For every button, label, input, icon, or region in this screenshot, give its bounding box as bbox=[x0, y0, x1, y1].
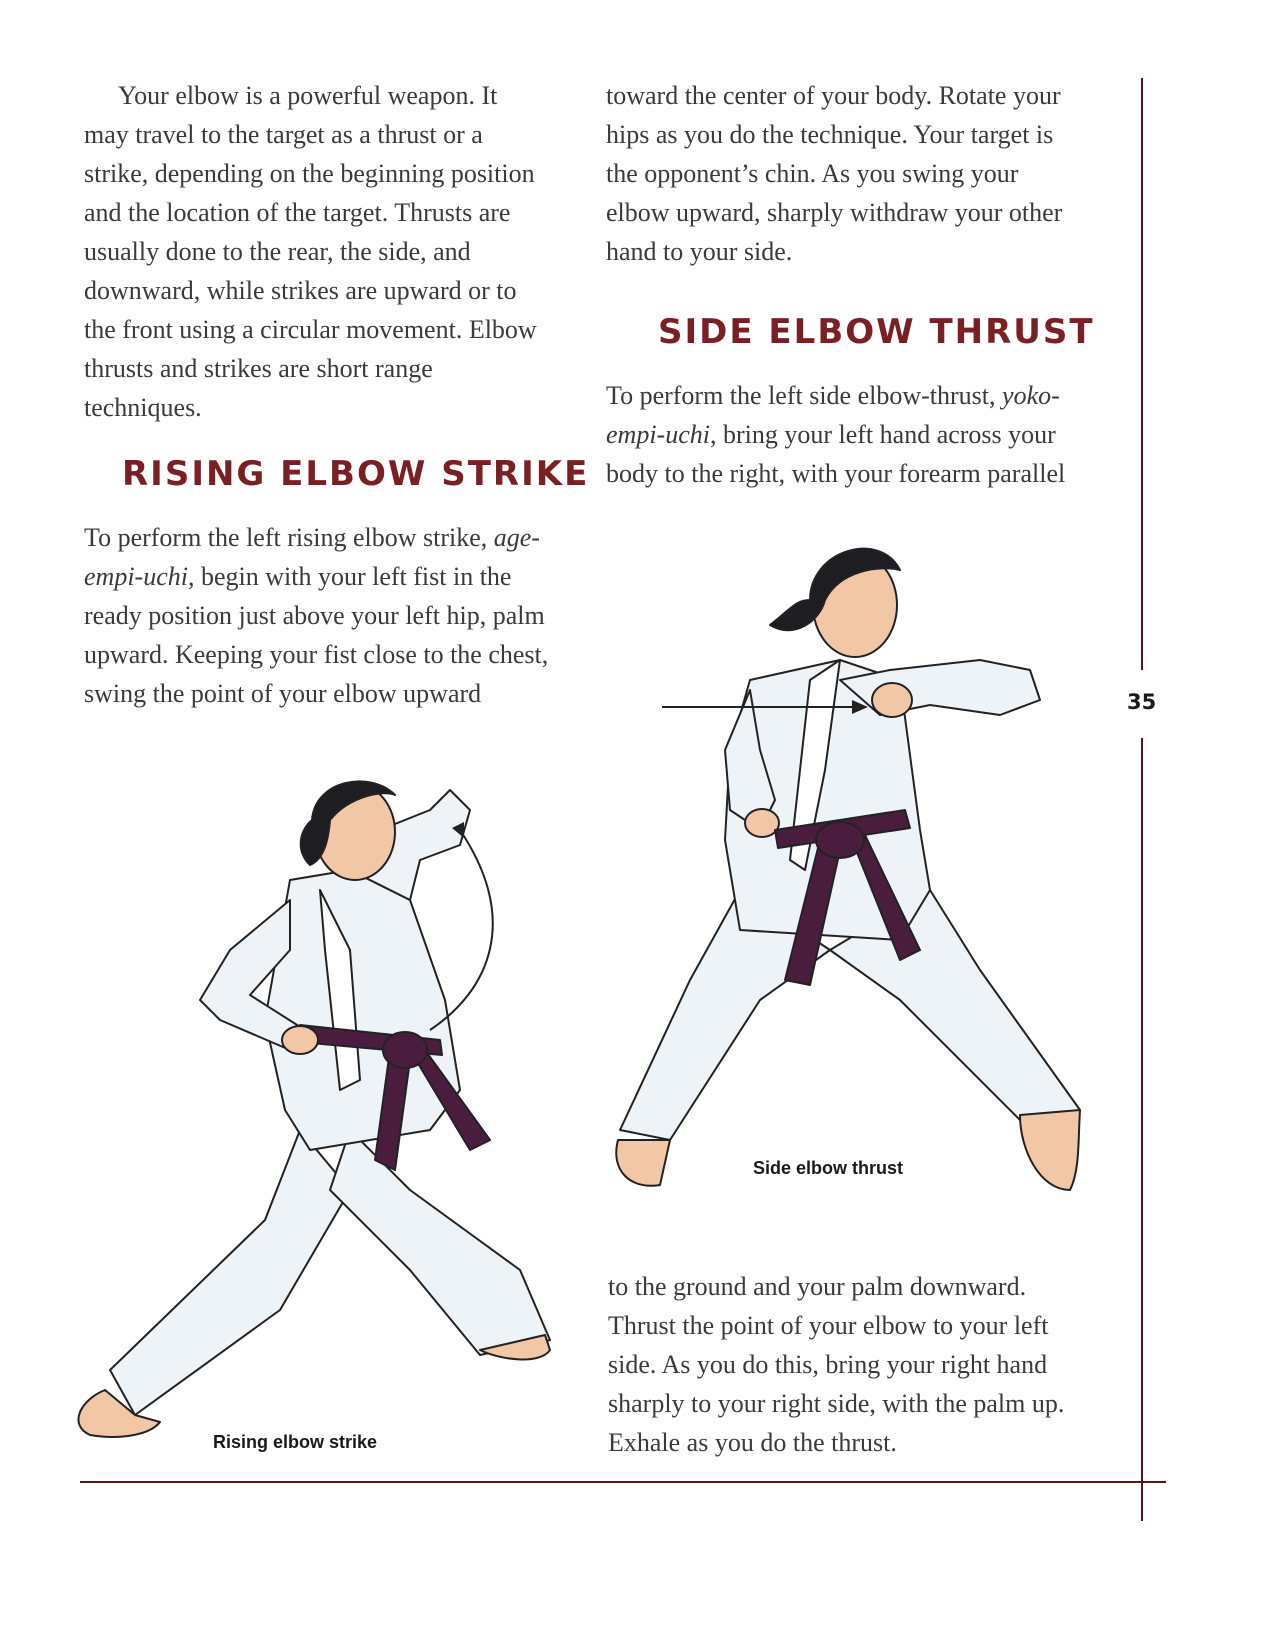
text-line: To perform the left rising elbow strike, bbox=[84, 523, 494, 552]
page-number: 35 bbox=[1127, 690, 1157, 714]
side-elbow-paragraph bbox=[606, 376, 1065, 493]
term-empi-uchi: empi-uchi bbox=[606, 420, 710, 449]
text-line: side. As you do this, bring your right hand bbox=[608, 1350, 1048, 1379]
text-line: Exhale as you do the thrust. bbox=[608, 1428, 897, 1457]
rising-elbow-strike-heading: RISING ELBOW STRIKE bbox=[122, 454, 590, 494]
horizontal-rule bbox=[80, 1481, 1166, 1483]
text-line: upward. Keeping your fist close to the chest, bbox=[84, 640, 549, 669]
text-line: and the location of the target. Thrusts are bbox=[84, 198, 511, 227]
side-elbow-thrust-heading: SIDE ELBOW THRUST bbox=[658, 312, 1095, 352]
text-line: Your elbow is a powerful weapon. It bbox=[118, 81, 498, 110]
side-elbow-continued-paragraph bbox=[608, 1267, 1064, 1462]
rising-elbow-paragraph bbox=[84, 518, 548, 713]
continued-paragraph bbox=[606, 76, 1062, 271]
intro-paragraph bbox=[84, 76, 537, 427]
text-line: body to the right, with your forearm parallel bbox=[606, 459, 1066, 488]
text-line: usually done to the rear, the side, and bbox=[84, 237, 471, 266]
text-line: sharply to your right side, with the palm up. bbox=[608, 1389, 1065, 1418]
text-line: thrusts and strikes are short range bbox=[84, 354, 433, 383]
text-line: , begin with your left fist in the bbox=[187, 562, 512, 591]
side-elbow-thrust-illustration bbox=[600, 530, 1100, 1220]
text-line: downward, while strikes are upward or to bbox=[84, 276, 517, 305]
term-empi-uchi: empi-uchi bbox=[84, 562, 188, 591]
text-line: Thrust the point of your elbow to your left bbox=[608, 1311, 1049, 1340]
text-line: To perform the left side elbow-thrust, bbox=[606, 381, 1003, 410]
text-line: elbow upward, sharply withdraw your other bbox=[606, 198, 1063, 227]
text-line: ready position just above your left hip, palm bbox=[84, 601, 545, 630]
text-line: may travel to the target as a thrust or a bbox=[84, 120, 483, 149]
text-line: toward the center of your body. Rotate your bbox=[606, 81, 1061, 110]
text-line: strike, depending on the beginning position bbox=[84, 159, 535, 188]
rising-elbow-strike-illustration bbox=[50, 750, 570, 1450]
text-line: , bring your left hand across your bbox=[709, 420, 1056, 449]
text-line: the front using a circular movement. Elbow bbox=[84, 315, 537, 344]
side-elbow-caption: Side elbow thrust bbox=[753, 1158, 904, 1178]
vertical-rule-top bbox=[1141, 78, 1143, 670]
term-yoko: yoko- bbox=[1002, 381, 1060, 410]
text-line: the opponent’s chin. As you swing your bbox=[606, 159, 1019, 188]
vertical-rule-bottom bbox=[1141, 738, 1143, 1521]
text-line: to the ground and your palm downward. bbox=[608, 1272, 1027, 1301]
text-line: hips as you do the technique. Your target is bbox=[606, 120, 1054, 149]
text-line: hand to your side. bbox=[606, 237, 793, 266]
text-line: swing the point of your elbow upward bbox=[84, 679, 482, 708]
text-line: techniques. bbox=[84, 393, 202, 422]
term-age: age- bbox=[493, 523, 540, 552]
rising-elbow-caption: Rising elbow strike bbox=[213, 1432, 378, 1452]
